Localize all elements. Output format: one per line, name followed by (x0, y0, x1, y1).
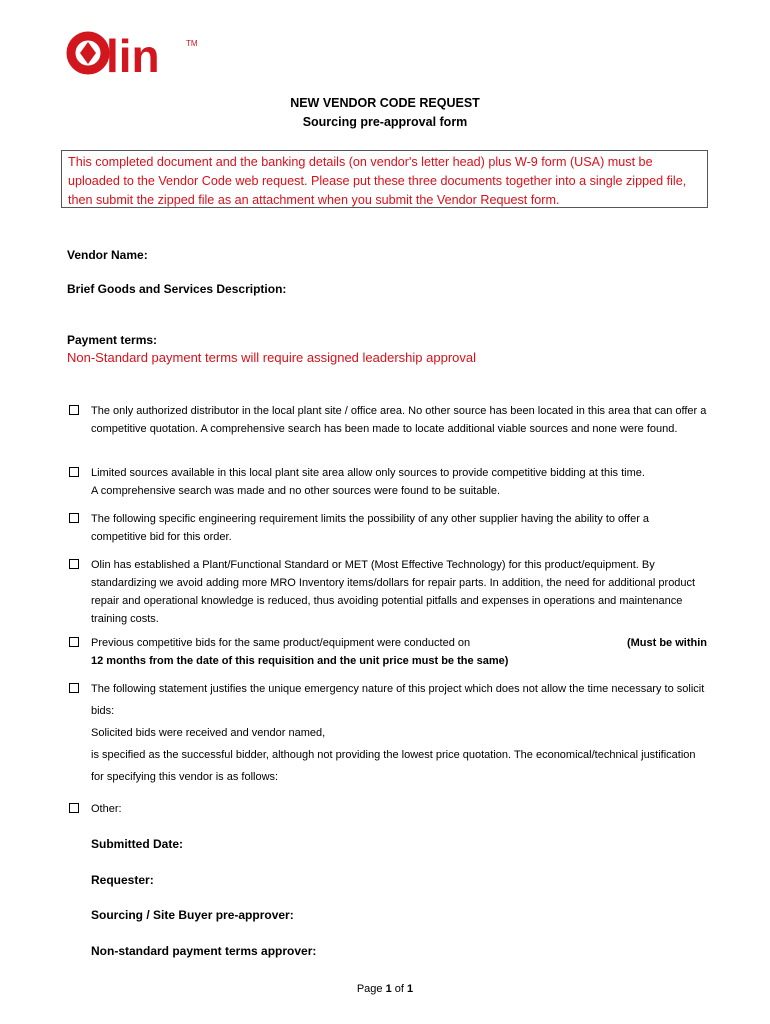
olin-logo (66, 30, 206, 78)
vendor-name-label: Vendor Name: (67, 248, 148, 262)
checkbox-plant-standard[interactable] (69, 559, 79, 569)
option-plant-standard (67, 556, 707, 628)
description-label: Brief Goods and Services Description: (67, 282, 287, 296)
page-of: of (394, 983, 404, 995)
buyer-approver-label: Sourcing / Site Buyer pre-approver: (91, 908, 294, 922)
option-text: The only authorized distributor in the local plant site / office area. No other source has been located in this area that can offer a competitive quotation. A comprehensive search has been made to locate additional viable sources and none were found. (91, 405, 707, 435)
form-subtitle: Sourcing pre-approval form (302, 115, 468, 129)
option-previous-bids (67, 634, 707, 670)
option-sole-distributor (67, 402, 707, 438)
page-label: Page (356, 983, 383, 995)
checkbox-other[interactable] (69, 803, 79, 813)
option-text-emphasis: (Must be within (626, 637, 707, 649)
page-total: 1 (407, 983, 414, 995)
upload-notice: This completed document and the banking details (on vendor's letter head) plus W-9 form (USA) must be uploaded to the Vendor Code web request. Please put these three documents together into a single zipped file, then submit the zipped file as an attachment when you submit the Vendor Request form. (61, 150, 708, 208)
option-text-emphasis: 12 months from the date of this requisition and the unit price must be the same) (91, 655, 509, 667)
option-engineering-requirement (67, 510, 707, 546)
logo-wordmark: lin (106, 30, 160, 78)
checkbox-limited-sources[interactable] (69, 467, 79, 477)
page-footer (0, 983, 770, 995)
checkbox-previous-bids[interactable] (69, 637, 79, 647)
requester-label: Requester: (91, 873, 154, 887)
option-text: Solicited bids were received and vendor named, (91, 727, 326, 739)
logo-diamond (80, 42, 96, 64)
logo-trademark: TM (186, 39, 198, 48)
option-text: Other: (91, 803, 122, 815)
option-text: is specified as the successful bidder, although not providing the lowest price quotation. The economical/technical justification for specifying this vendor is as follows: (91, 749, 696, 783)
payment-approver-label: Non-standard payment terms approver: (91, 944, 317, 958)
option-other (67, 800, 707, 818)
option-text: Previous competitive bids for the same product/equipment were conducted on (91, 637, 471, 649)
option-text: A comprehensive search was made and no other sources were found to be suitable. (91, 485, 501, 497)
submitted-date-label: Submitted Date: (91, 837, 184, 851)
option-text: The following specific engineering requirement limits the possibility of any other supplier having the ability to offer a competitive bid for this order. (91, 513, 650, 543)
option-text: Olin has established a Plant/Functional Standard or MET (Most Effective Technology) for this product/equipment. By standardizing we avoid adding more MRO Inventory items/dollars for repair parts. In addition, the need for additional product repair and operational knowledge is reduced, thus avoiding potential pitfalls and expenses in operations and maintenance training costs. (91, 559, 696, 625)
option-limited-sources (67, 464, 707, 500)
payment-terms-note: Non-Standard payment terms will require assigned leadership approval (67, 350, 476, 365)
form-title: NEW VENDOR CODE REQUEST (290, 96, 480, 110)
page-number: 1 (385, 983, 392, 995)
checkbox-engineering-requirement[interactable] (69, 513, 79, 523)
option-emergency (67, 678, 707, 788)
option-text: The following statement justifies the unique emergency nature of this project which does not allow the time necessary to solicit bids: (91, 683, 705, 717)
option-text: Limited sources available in this local plant site area allow only sources to provide competitive bidding at this time. (91, 467, 645, 479)
checkbox-emergency[interactable] (69, 683, 79, 693)
checkbox-sole-distributor[interactable] (69, 405, 79, 415)
payment-terms-label: Payment terms: (67, 333, 158, 347)
